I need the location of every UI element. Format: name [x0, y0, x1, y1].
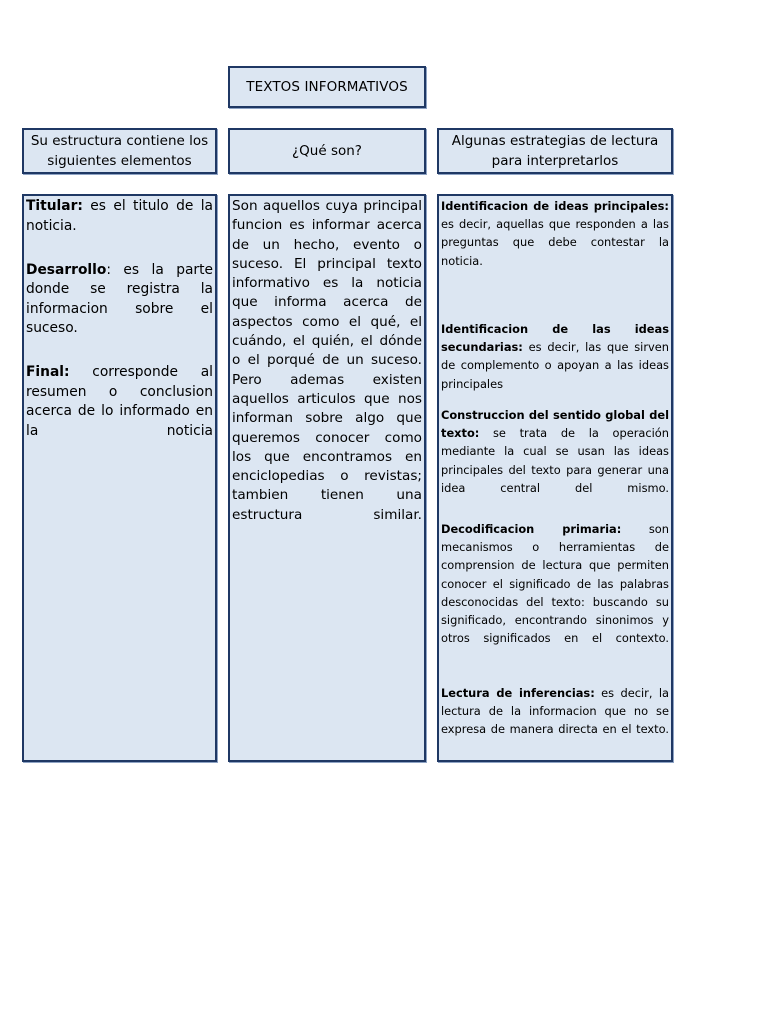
estrategia-term: Lectura de inferencias:	[441, 686, 595, 700]
que-son-column	[228, 194, 426, 762]
estrategia-term: Construccion del sentido global del texto:	[441, 408, 669, 441]
estrategia-item	[441, 197, 669, 320]
title-box	[228, 66, 426, 108]
estrategia-text: es decir, las que sirven de complemento o apoyan a las ideas principales	[441, 340, 669, 391]
estrategia-text: es decir, aquellas que responden a las preguntas que debe contestar la noticia.	[441, 217, 669, 268]
final-text: corresponde al resumen o conclusion acerca de lo informado en la noticia	[26, 364, 213, 439]
header-que-son	[228, 128, 426, 174]
estrategia-text: son mecanismos o herramientas de comprension de lectura que permiten conocer el significado de las palabras desconocidas del texto: buscando su significado, encontrando sinonimos y otros significados en el contexto.	[441, 522, 669, 646]
page-title: TEXTOS INFORMATIVOS	[246, 79, 408, 95]
header-que-son-label: ¿Qué son?	[292, 143, 362, 159]
estructura-desarrollo	[26, 261, 213, 359]
final-term: Final:	[26, 364, 70, 380]
header-estrategias	[437, 128, 673, 174]
estrategia-term: Identificacion de las ideas secundarias:	[441, 322, 669, 355]
header-estructura-label: Su estructura contiene los siguientes elementos	[30, 133, 209, 169]
header-estructura	[22, 128, 217, 174]
estrategia-item	[441, 684, 669, 757]
desarrollo-term: Desarrollo	[26, 261, 107, 278]
estructura-column	[22, 194, 217, 762]
estructura-final	[26, 363, 213, 461]
que-son-text: Son aquellos cuya principal funcion es informar acerca de un hecho, evento o suceso. El principal texto informativo es la noticia que informa acerca de aspectos como el qué, el cuándo, el quién, el dónde o el porqué de un suceso. Pero ademas existen aquellos articulos que nos informan sobre algo que queremos conocer como los que encontramos en enciclopedias o revistas; tambien tienen una estructura similar.	[232, 198, 422, 523]
estrategia-item	[441, 320, 669, 406]
estrategia-text: es decir, la lectura de la informacion que no se expresa de manera directa en el texto.	[441, 686, 670, 737]
header-estrategias-label: Algunas estrategias de lectura para interpretarlos	[451, 133, 659, 169]
estructura-titular	[26, 197, 213, 256]
desarrollo-text: : es la parte donde se registra la informacion sobre el suceso.	[26, 261, 213, 336]
estrategia-item	[441, 520, 669, 684]
estrategia-term: Decodificacion primaria:	[441, 522, 622, 536]
estrategias-column	[437, 194, 673, 762]
estrategia-term: Identificacion de ideas principales:	[441, 199, 669, 213]
titular-text: es el titulo de la noticia.	[26, 198, 213, 234]
estrategia-item	[441, 406, 669, 520]
estrategia-text: se trata de la operación mediante la cual se usan las ideas principales del texto para generar una idea central del mismo.	[441, 426, 669, 495]
titular-term: Titular:	[26, 198, 83, 214]
